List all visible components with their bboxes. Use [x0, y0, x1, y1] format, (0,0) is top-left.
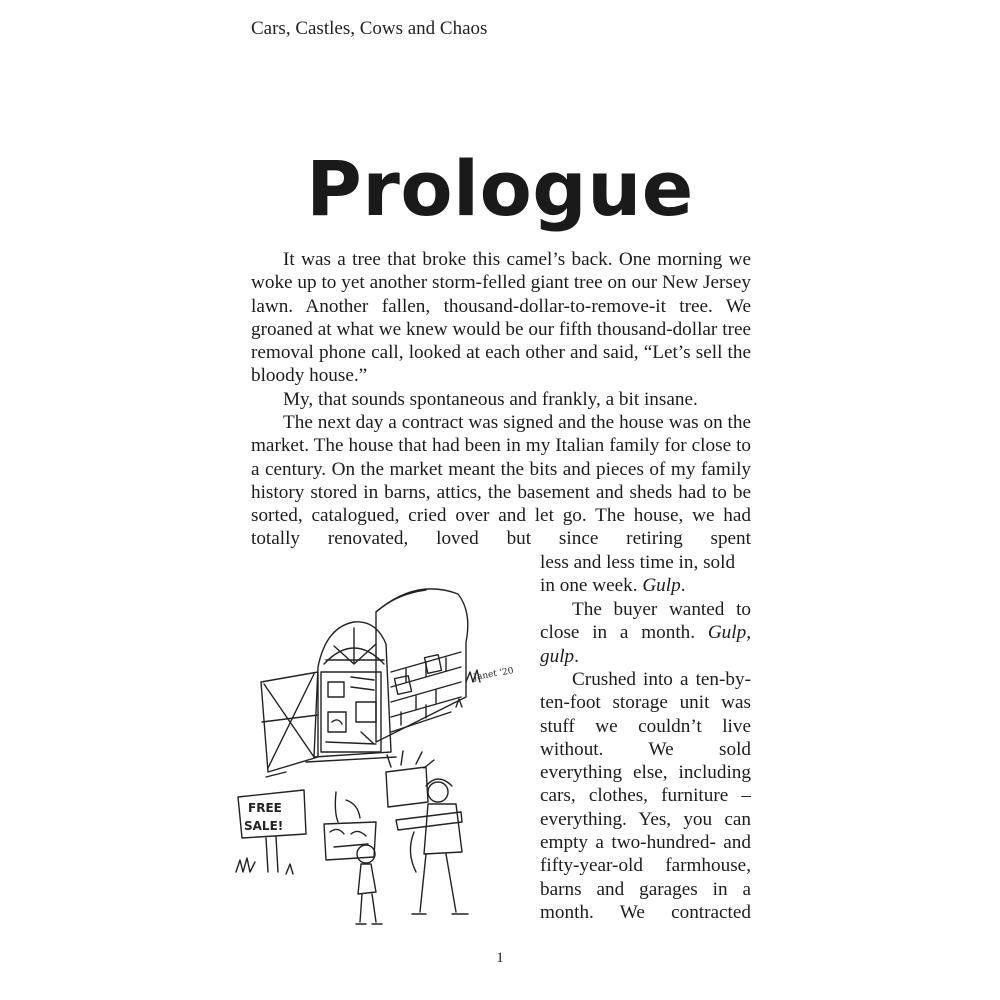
paragraph-4-end: . — [574, 645, 579, 667]
paragraph-3-narrow-text: less and less time in, sold in one week. — [540, 552, 736, 597]
barn-illustration — [226, 572, 536, 932]
paragraph-2: My, that sounds spontaneous and frankly, a bit insane. — [283, 389, 698, 410]
paragraph-3-continued — [540, 551, 751, 598]
person-carrying-tools — [386, 751, 468, 914]
chapter-title: Prologue — [306, 143, 694, 233]
sign-text-free: FREE — [248, 801, 282, 815]
sign-text-sale: SALE! — [244, 819, 284, 833]
barn-drawing — [261, 589, 515, 777]
page-number: 1 — [496, 950, 504, 966]
paragraph-5: Crushed into a ten-by-ten-foot storage unit was stuff we couldn’t live without. We sold everything else, including cars, clothes, furniture – everything. Yes, you can empty a two-hundred- and fifty-year-old farmhouse, barns and garages in a month. We contracted — [540, 669, 751, 923]
free-sale-sign — [236, 790, 306, 874]
paragraph-3-end: . — [680, 575, 686, 597]
paragraph-1: It was a tree that broke this camel’s back. One morning we woke up to yet another storm-felled giant tree on our New Jersey lawn. Another fallen, thousand-dollar-to-remove-it tree. We groaned at what we knew would be our fifth thousand-dollar tree removal phone call, looked at each other and said, “Let’s sell the bloody house.” — [251, 249, 751, 387]
paragraph-3-wide: The next day a contract was signed and the house was on the market. The house that had been in my Italian family for close to a century. On the market meant the bits and pieces of my family history stored in barns, attics, the basement and sheds had to be sorted, catalogued, cried over and let go. The house, we had totally renovated, loved but since retiring spent — [251, 412, 751, 550]
paragraph-4 — [540, 598, 751, 668]
paragraph-4-text: The buyer wanted to close in a month. — [540, 599, 751, 644]
gulp-emphasis: Gulp — [642, 575, 681, 597]
running-head: Cars, Castles, Cows and Chaos — [251, 18, 488, 39]
gulp-gulp-emphasis: Gulp, gulp — [540, 622, 751, 667]
artist-signature: Janet '20 — [472, 666, 515, 683]
person-carrying-box — [324, 792, 382, 924]
